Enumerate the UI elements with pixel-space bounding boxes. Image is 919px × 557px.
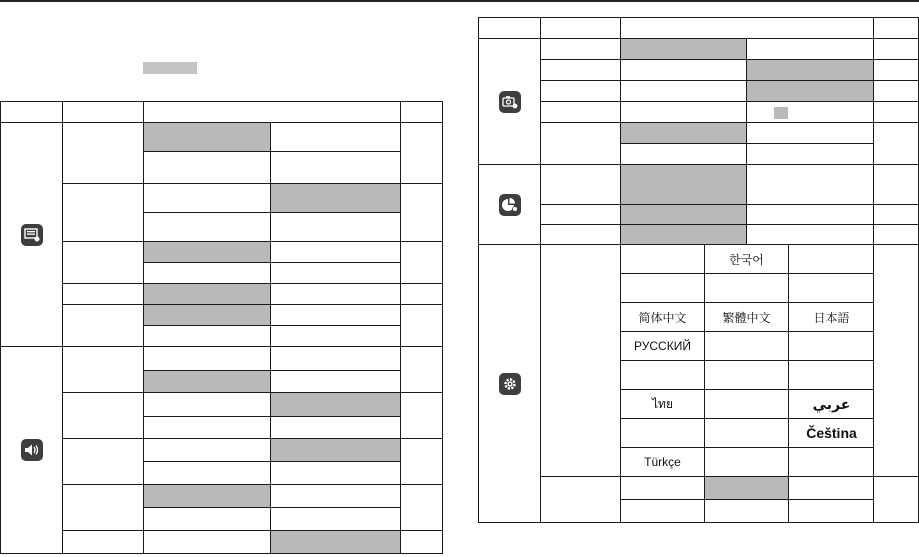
table-row <box>1 439 443 462</box>
table-row <box>479 477 919 523</box>
lang-cell <box>789 245 874 274</box>
table-header-row <box>479 18 919 39</box>
table-row <box>1 305 443 326</box>
lang-thai[interactable]: ไทย <box>621 390 705 419</box>
top-rule <box>0 0 919 2</box>
table-row <box>1 284 443 305</box>
gear-settings-icon <box>499 373 521 395</box>
lang-cell <box>705 274 789 303</box>
pie-chart-settings-icon <box>499 194 521 216</box>
small-highlight <box>774 107 788 119</box>
lang-cell <box>789 448 874 476</box>
table-row <box>1 347 443 371</box>
lang-traditional-chinese[interactable]: 繁體中文 <box>705 303 789 332</box>
table-row <box>1 531 443 554</box>
table-header-row <box>1 102 443 123</box>
table-row <box>479 245 919 477</box>
speaker-icon <box>21 439 43 461</box>
option-grid <box>621 477 873 522</box>
table-row <box>479 123 919 144</box>
lang-cell <box>621 274 705 303</box>
lang-cell <box>705 361 789 390</box>
language-grid <box>621 245 873 476</box>
lang-arabic[interactable]: عربي <box>789 390 874 419</box>
lang-cell <box>621 245 705 274</box>
camera-settings-icon <box>499 91 521 113</box>
lang-korean[interactable]: 한국어 <box>705 245 789 274</box>
lang-czech[interactable]: Čeština <box>789 419 874 448</box>
lang-cell <box>789 274 874 303</box>
lang-russian[interactable]: РУССКИЙ <box>621 332 705 361</box>
left-settings-table <box>0 101 443 554</box>
lang-cell <box>705 448 789 476</box>
table-row <box>479 81 919 102</box>
display-settings-icon <box>21 224 43 246</box>
lang-cell <box>789 332 874 361</box>
table-row <box>479 102 919 123</box>
lang-simplified-chinese[interactable]: 简体中文 <box>621 303 705 332</box>
lang-cell <box>705 332 789 361</box>
table-row <box>1 242 443 263</box>
lang-cell <box>621 419 705 448</box>
lang-japanese[interactable]: 日本語 <box>789 303 874 332</box>
lang-cell <box>705 390 789 419</box>
table-row <box>479 225 919 245</box>
lang-cell <box>705 419 789 448</box>
highlight-marker <box>143 62 197 74</box>
table-row <box>479 205 919 225</box>
table-row <box>1 393 443 417</box>
right-settings-table <box>478 17 919 523</box>
table-row <box>1 123 443 152</box>
lang-turkish[interactable]: Türkçe <box>621 448 705 476</box>
table-row <box>479 39 919 60</box>
lang-cell <box>621 361 705 390</box>
lang-cell <box>789 361 874 390</box>
table-row <box>479 165 919 205</box>
table-row <box>479 60 919 81</box>
table-row <box>1 485 443 508</box>
table-row <box>1 184 443 213</box>
